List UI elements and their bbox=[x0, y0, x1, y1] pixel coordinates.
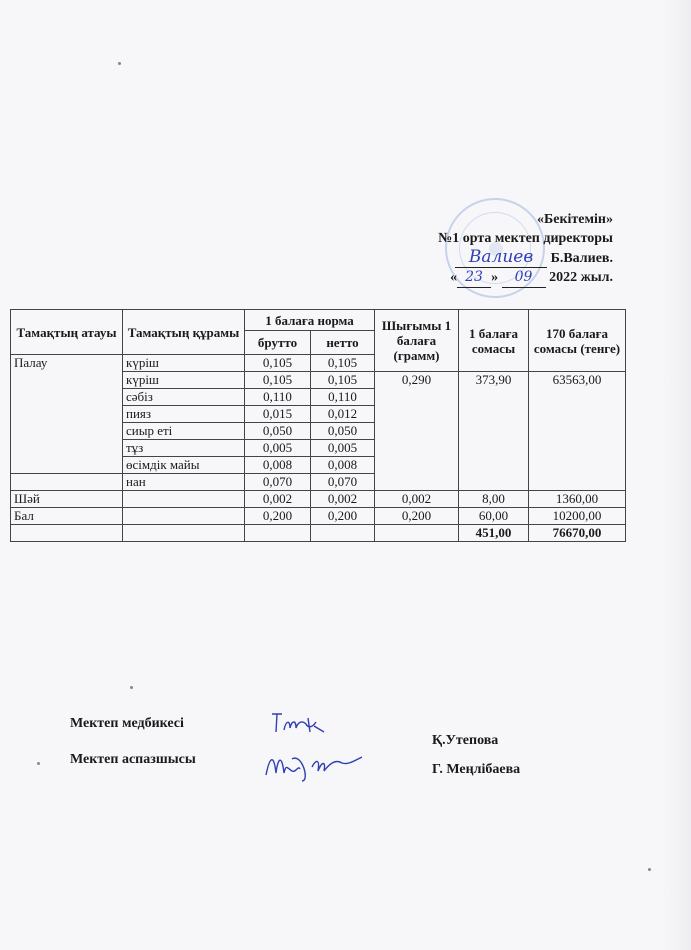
cost-170-cell: 10200,00 bbox=[529, 508, 626, 525]
cost-170-cell: 1360,00 bbox=[529, 491, 626, 508]
header-norm: 1 балаға норма bbox=[245, 310, 375, 331]
approval-position: №1 орта мектеп директоры bbox=[438, 231, 613, 246]
ingredient-cell: күріш bbox=[123, 372, 245, 389]
brutto-cell: 0,110 bbox=[245, 389, 311, 406]
empty-cell bbox=[311, 525, 375, 542]
scan-speck bbox=[37, 762, 40, 765]
approval-block bbox=[353, 210, 613, 288]
netto-cell: 0,012 bbox=[311, 406, 375, 423]
director-name: Б.Валиев. bbox=[550, 251, 613, 266]
cook-name: Г. Меңлібаева bbox=[432, 762, 521, 777]
date-close-quote: » bbox=[491, 270, 499, 285]
total-row bbox=[11, 525, 626, 542]
empty-cell bbox=[11, 525, 123, 542]
header-brutto: брутто bbox=[245, 331, 311, 355]
dish-palau: Палау bbox=[11, 355, 123, 474]
cook-signature bbox=[262, 745, 372, 785]
empty-cell bbox=[375, 525, 459, 542]
dish-cell: Бал bbox=[11, 508, 123, 525]
palau-output: 0,290 bbox=[375, 372, 459, 491]
output-cell: 0,002 bbox=[375, 491, 459, 508]
brutto-cell: 0,200 bbox=[245, 508, 311, 525]
ingredient-cell: нан bbox=[123, 474, 245, 491]
total-cost-one: 451,00 bbox=[459, 525, 529, 542]
palau-cost-170: 63563,00 bbox=[529, 372, 626, 491]
dish-cell: Шәй bbox=[11, 491, 123, 508]
palau-cost-one: 373,90 bbox=[459, 372, 529, 491]
menu-table bbox=[10, 309, 626, 542]
header-cost-170: 170 балаға сомасы (тенге) bbox=[529, 310, 626, 372]
brutto-cell: 0,002 bbox=[245, 491, 311, 508]
ingredient-cell: күріш bbox=[123, 355, 245, 372]
director-signature: Валиев bbox=[455, 248, 547, 268]
header-dish-name: Тамақтың атауы bbox=[11, 310, 123, 355]
brutto-cell: 0,105 bbox=[245, 372, 311, 389]
date-year: 2022 жыл. bbox=[549, 270, 613, 285]
table-header-row bbox=[11, 310, 626, 331]
approval-signature-line bbox=[353, 248, 613, 268]
netto-cell: 0,105 bbox=[311, 355, 375, 372]
date-month: 09 bbox=[502, 268, 546, 288]
ingredient-cell: пияз bbox=[123, 406, 245, 423]
cost-one-cell: 8,00 bbox=[459, 491, 529, 508]
cost-one-cell: 60,00 bbox=[459, 508, 529, 525]
header-composition: Тамақтың құрамы bbox=[123, 310, 245, 355]
cook-role: Мектеп аспазшысы bbox=[70, 752, 196, 767]
approval-date bbox=[353, 268, 613, 288]
netto-cell: 0,200 bbox=[311, 508, 375, 525]
brutto-cell: 0,008 bbox=[245, 457, 311, 474]
netto-cell: 0,105 bbox=[311, 372, 375, 389]
date-day: 23 bbox=[457, 268, 491, 288]
scan-speck bbox=[130, 686, 133, 689]
brutto-cell: 0,070 bbox=[245, 474, 311, 491]
empty-cell bbox=[123, 525, 245, 542]
brutto-cell: 0,015 bbox=[245, 406, 311, 423]
header-consumption: Шығымы 1 балаға (грамм) bbox=[375, 310, 459, 372]
approval-title: «Бекітемін» bbox=[536, 212, 613, 227]
brutto-cell: 0,105 bbox=[245, 355, 311, 372]
dish-cell bbox=[11, 474, 123, 491]
table-row bbox=[11, 508, 626, 525]
nurse-role: Мектеп медбикесі bbox=[70, 716, 184, 731]
netto-cell: 0,070 bbox=[311, 474, 375, 491]
total-cost-170: 76670,00 bbox=[529, 525, 626, 542]
nurse-name: Қ.Утепова bbox=[432, 733, 499, 748]
output-cell: 0,200 bbox=[375, 508, 459, 525]
header-cost-one: 1 балаға сомасы bbox=[459, 310, 529, 372]
nurse-signature bbox=[268, 708, 328, 738]
page-edge-shadow bbox=[663, 0, 691, 950]
brutto-cell: 0,050 bbox=[245, 423, 311, 440]
netto-cell: 0,050 bbox=[311, 423, 375, 440]
scan-speck bbox=[648, 868, 651, 871]
netto-cell: 0,002 bbox=[311, 491, 375, 508]
brutto-cell: 0,005 bbox=[245, 440, 311, 457]
ingredient-cell: сәбіз bbox=[123, 389, 245, 406]
netto-cell: 0,008 bbox=[311, 457, 375, 474]
ingredient-cell bbox=[123, 491, 245, 508]
netto-cell: 0,110 bbox=[311, 389, 375, 406]
ingredient-cell: тұз bbox=[123, 440, 245, 457]
ingredient-cell bbox=[123, 508, 245, 525]
table-row bbox=[11, 491, 626, 508]
header-netto: нетто bbox=[311, 331, 375, 355]
ingredient-cell: өсімдік майы bbox=[123, 457, 245, 474]
netto-cell: 0,005 bbox=[311, 440, 375, 457]
date-open-quote: « bbox=[450, 270, 458, 285]
scan-speck bbox=[118, 62, 121, 65]
ingredient-cell: сиыр еті bbox=[123, 423, 245, 440]
empty-cell bbox=[245, 525, 311, 542]
